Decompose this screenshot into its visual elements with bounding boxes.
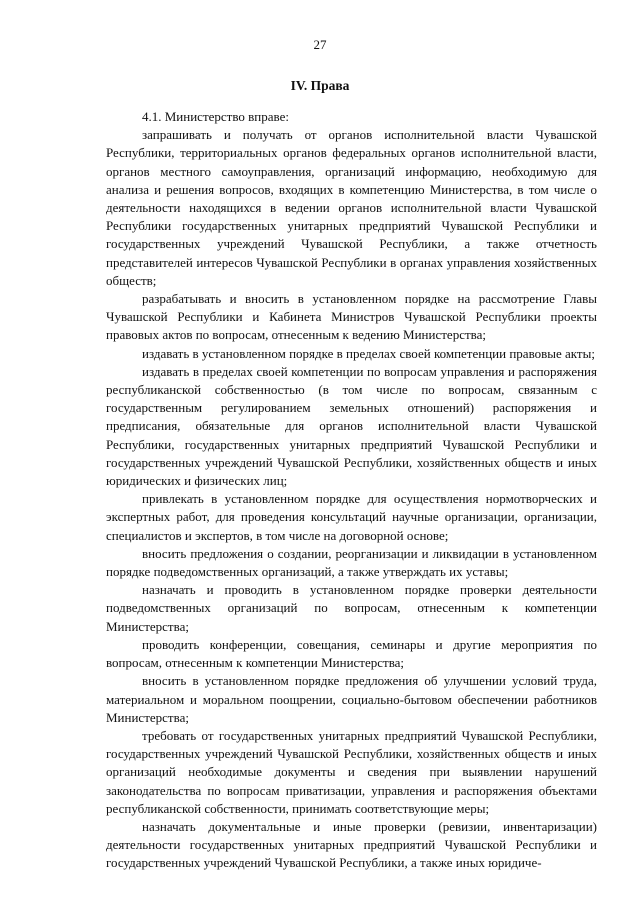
paragraph: издавать в пределах своей компетенции по вопросам управления и распоряжения республиканской собственностью (в том числе по вопросам, связанным с государственным регулированием земельных отношений) распоряжения и предписания, обязательные для органов исполнительной власти Чувашской Республики, государственных унитарных предприятий Чувашской Республики и государственных учреждений Чувашской Республики, хозяйственных обществ и иных юридических и физических лиц; (106, 363, 597, 489)
section-title: IV. Права (290, 78, 350, 93)
paragraph: требовать от государственных унитарных предприятий Чувашской Республики, государственных учреждений Чувашской Республики, хозяйственных обществ и иных организаций необходимые документы и сведения при выявлении нарушений законодательства по вопросам приватизации, управления и распоряжения объектами республиканской собственности, принимать соответствующие меры; (106, 727, 597, 816)
paragraph: привлекать в установленном порядке для осуществления нормотворческих и экспертных работ, для проведения консультаций научные организации, организации, специалистов и экспертов, в том числе на договорной основе; (106, 491, 597, 543)
paragraph: вносить в установленном порядке предложения об улучшении условий труда, материальном и моральном поощрении, социально-бытовом обеспечении работников Министерства; (106, 673, 597, 725)
body-text (106, 108, 597, 873)
page-number: 27 (313, 37, 327, 52)
paragraph: издавать в установленном порядке в пределах своей компетенции правовые акты; (142, 345, 595, 361)
paragraph: разрабатывать и вносить в установленном порядке на рассмотрение Главы Чувашской Республики и Кабинета Министров Чувашской Республики проекты правовых актов по вопросам, отнесенным к ведению Министерства; (106, 291, 597, 343)
paragraph: назначать и проводить в установленном порядке проверки деятельности подведомственных организаций по вопросам, отнесенным к компетенции Министерства; (106, 582, 597, 634)
paragraph: проводить конференции, совещания, семинары и другие мероприятия по вопросам, отнесенным к компетенции Министерства; (106, 636, 597, 671)
paragraph: вносить предложения о создании, реорганизации и ликвидации в установленном порядке подведомственных организаций, а также утверждать их уставы; (106, 545, 597, 580)
paragraph-intro: 4.1. Министерство вправе: (142, 109, 289, 124)
paragraph: запрашивать и получать от органов исполнительной власти Чувашской Республики, территориальных органов федеральных органов исполнительной власти, органов местного самоуправления, организаций информацию, необходимую для анализа и решения вопросов, входящих в компетенцию Министерства, в том числе о деятельности находящихся в ведении органов исполнительной власти Чувашской Республики государственных унитарных предприятий Чувашской Республики и государственных учреждений Чувашской Республики, а также отчетность представителей интересов Чувашской Республики в органах управления хозяйственных обществ; (106, 127, 597, 288)
paragraph: назначать документальные и иные проверки (ревизии, инвентаризации) деятельности государственных унитарных предприятий Чувашской Республики и государственных учреждений Чувашской Республики, а также иных юридиче- (106, 818, 597, 871)
